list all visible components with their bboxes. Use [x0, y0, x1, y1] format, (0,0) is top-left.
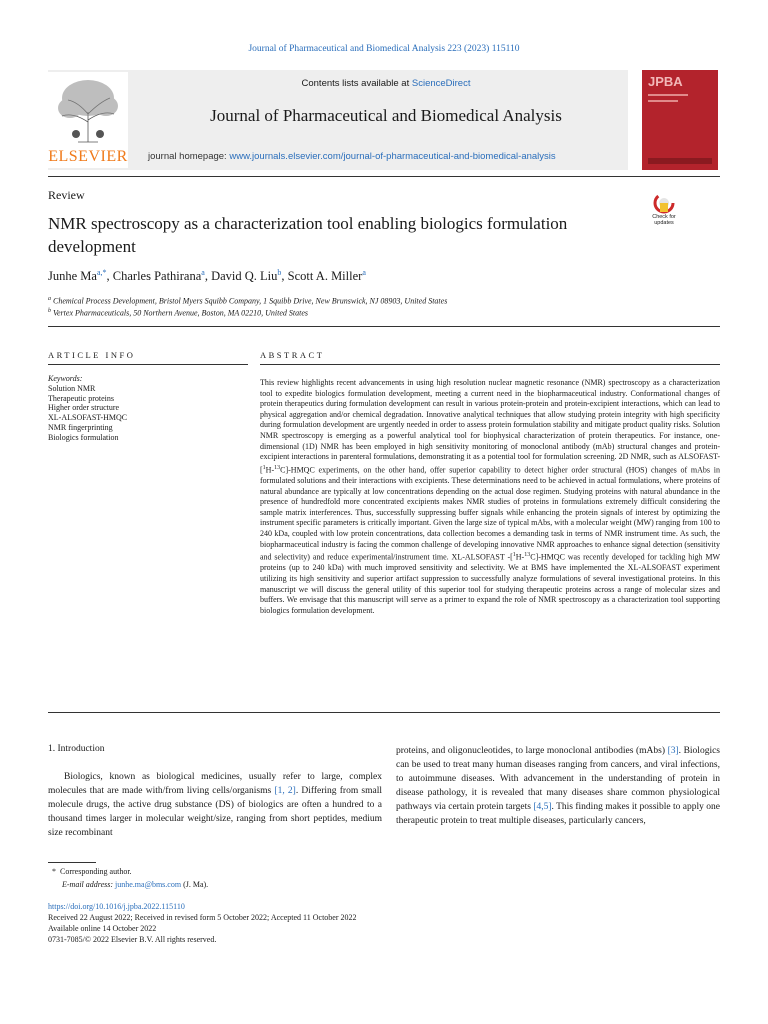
keyword-item: Higher order structure: [48, 403, 120, 413]
check-for-updates-button[interactable]: [644, 192, 684, 230]
affiliation: [48, 308, 308, 318]
article-title: NMR spectroscopy as a characterization tool enabling biologics formulation development: [48, 214, 568, 256]
available-online-date: Available online 14 October 2022: [48, 924, 157, 933]
footnote-divider: [48, 862, 96, 863]
article-type: Review: [48, 188, 85, 202]
affiliation-text: Vertex Pharmaceuticals, 50 Northern Avenue, Boston, MA 02210, United States: [53, 308, 308, 318]
keyword-item: Solution NMR: [48, 383, 96, 393]
affiliation-mark: b: [48, 308, 51, 314]
email-label: E-mail address:: [62, 880, 116, 889]
abstract-superscript: 1: [512, 552, 516, 559]
divider: [260, 364, 720, 365]
keyword-item: NMR fingerprinting: [48, 422, 113, 432]
divider: [48, 364, 248, 365]
author-affiliation-mark[interactable]: a: [201, 268, 205, 277]
doi-link[interactable]: https://doi.org/10.1016/j.jpba.2022.115110: [48, 902, 185, 911]
keyword-item: Biologics formulation: [48, 432, 119, 442]
sciencedirect-link[interactable]: ScienceDirect: [411, 78, 471, 89]
abstract-text: [260, 378, 720, 616]
abstract-superscript: 1: [262, 464, 266, 471]
affiliation-text: Chemical Process Development, Bristol Myers Squibb Company, 1 Squibb Drive, New Brunswick, NJ 08903, United States: [53, 296, 448, 306]
article-dates: Received 22 August 2022; Received in revised form 5 October 2022; Accepted 11 October 2022: [48, 913, 357, 922]
cover-art-icon: [642, 70, 718, 170]
section-heading-introduction: 1. Introduction: [48, 744, 105, 754]
keywords-list: [48, 374, 248, 443]
keyword-item: XL-ALSOFAST-HMQC: [48, 413, 128, 423]
body-column-left: [48, 770, 382, 840]
paragraph-text: . Differing from small molecule drugs, the active drug substance (DS) of biologics are often a hundred to a thousand times larger in molecular weight/size, ranging from short peptides, medium size recombinant: [48, 786, 382, 839]
journal-citation-link[interactable]: Journal of Pharmaceutical and Biomedical Analysis 223 (2023) 115110: [248, 44, 520, 54]
footnote-mark: *: [52, 867, 56, 876]
reference-link[interactable]: [1, 2]: [274, 786, 296, 797]
author-list: Junhe $Ma^{a,*}$, Charles Pathirana$^a$, David Q. Liu$^b$, Scott A. Miller$^a$: [48, 268, 366, 284]
contents-availability: [144, 78, 628, 89]
abstract-heading: ABSTRACT: [260, 350, 325, 360]
affiliation-mark: a: [48, 296, 51, 302]
check-updates-label: Check for updates: [652, 214, 676, 226]
article-info-heading: ARTICLE INFO: [48, 350, 136, 360]
paragraph: [48, 770, 382, 840]
author-affiliation-mark[interactable]: b: [277, 268, 282, 277]
author-name[interactable]: Junhe Ma: [48, 269, 97, 284]
divider: [48, 326, 720, 327]
paragraph-text: Biologics, known as biological medicines, usually refer to large, complex molecules that are made with/from living cells/organisms: [48, 772, 382, 797]
contents-prefix: Contents lists available at: [301, 78, 412, 89]
reference-link[interactable]: [4,5]: [533, 802, 552, 813]
homepage-link[interactable]: www.journals.elsevier.com/journal-of-pharmaceutical-and-biomedical-analysis: [229, 151, 556, 162]
affiliation: [48, 296, 447, 306]
author-name[interactable]: Scott A. Miller: [287, 269, 363, 284]
copyright-notice: 0731-7085/© 2022 Elsevier B.V. All rights reserved.: [48, 935, 217, 944]
corresponding-author-note: [52, 867, 132, 876]
divider: [48, 176, 720, 177]
author-affiliation-mark[interactable]: a: [362, 268, 366, 277]
abstract-segment: H-: [515, 552, 525, 562]
email-footnote: [62, 880, 208, 889]
abstract-segment: C]-HMQC was recently developed for tackling high MW proteins (up to 240 kDa) with much improved sensitivity and selectivity. We at BMS have implemented the XL-ALSOFAST experiment utilizing its high sensitivity and superior artifact suppression to successfully analyze formulations of several investigational proteins. In this manuscript we will discuss the general utility of this superior tool for studying therapeutic proteins across a range of molecular sizes and buffers. We envisage that this manuscript will serve as a primer to expand the role of NMR spectroscopy as a characterization tool supporting biologics formulation development.: [260, 552, 720, 615]
abstract-superscript: 13: [524, 552, 531, 559]
elsevier-tree-icon: [48, 72, 128, 148]
divider: [48, 712, 720, 713]
author-name[interactable]: Charles Pathirana: [112, 269, 202, 284]
author-name[interactable]: David Q. Liu: [211, 269, 278, 284]
keyword-item: Therapeutic proteins: [48, 393, 114, 403]
paragraph-text: proteins, and oligonucleotides, to large monoclonal antibodies (mAbs): [396, 746, 668, 756]
author-affiliation-mark[interactable]: a,*: [96, 268, 107, 277]
journal-cover-thumbnail[interactable]: [642, 70, 718, 170]
footnote-text: Corresponding author.: [60, 867, 132, 876]
keywords-label: Keywords:: [48, 374, 83, 383]
abstract-segment: C]-HMQC experiments, on the other hand, offer superior capability to detect higher order structural (HOS) changes of mAbs in formulated solutions and their interactions with excipients. These determinations need to be achieved in actual formulations, where proteins of natural abundance are typically at low concentrations depending on the actual dose regimen. Studying proteins with natural abundance in the presence of hundredfold more concentrated excipients makes NMR studies of proteins in formulations extremely difficult considering the sample matrix interferences. Thus, successfully suppressing buffer signals while enhancing the protein signals of interest by optimizing the instrument specific parameters is critically important. Given the large size of typical mAbs, with a molecular weight (MW) ranging from 100 to 240 kDa, coupled with low protein concentrations, data collection becomes a demanding task in terms of NMR instrument time. As such, the biopharmaceutical industry is facing the common challenge of developing innovative NMR approaches to enhance signal detection (sensitivity and selectivity) and reduce experimental/instrument time. XL-ALSOFAST -[: [260, 465, 720, 562]
journal-homepage: [148, 151, 556, 162]
abstract-superscript: 13: [274, 464, 281, 471]
publisher-name: ELSEVIER: [48, 148, 128, 165]
elsevier-logo[interactable]: [48, 72, 128, 168]
email-link[interactable]: junhe.ma@bms.com: [115, 880, 182, 889]
paragraph-text: . Biologics can be used to treat many human diseases ranging from cancers, and viral infections, to autoimmune diseases. With advancement in the understanding of protein in disease pathology, it is revealed that many diseases share common physiological pathways via certain protein targets: [396, 746, 721, 813]
paragraph-text: . This finding makes it possible to apply one therapeutic protein to treat multiple diseases, particularly cancers,: [396, 802, 721, 827]
body-column-right: [396, 744, 720, 829]
journal-name: Journal of Pharmaceutical and Biomedical Analysis: [210, 106, 562, 125]
reference-link[interactable]: [3]: [667, 746, 679, 756]
email-suffix: (J. Ma).: [181, 880, 209, 889]
cover-title: JPBA: [648, 74, 683, 89]
homepage-label: journal homepage:: [148, 151, 230, 162]
abstract-segment: H-: [265, 465, 275, 475]
abstract-segment: This review highlights recent advancements in using high resolution nuclear magnetic resonance (NMR) spectroscopy as a characterization tool to expedite biologics formulation development, meeting a current need in the biopharmaceutical industry. Conformational changes of protein therapeutics during formulation development can result in various protein-protein and protein-excipient interactions, which can lead to physical aggregation and/or chemical degradation. Innovative analytical techniques that allow studying protein integrity with high specificity during formulation development are urgently needed in order to assess protein formulation stability and mitigate product quality risks. Solution NMR spectroscopy is emerging as a powerful analytical tool for biophysical characterization of protein therapeutics. For instance, one-dimensional (1D) NMR has been employed in high sensitivity monitoring of monoclonal antibody (mAb) structural changes and protein-excipient interactions in parenteral formulations, demonstrating it as a potential tool for formulation screening. 2D NMR, such as ALSOFAST-[: [260, 378, 720, 475]
